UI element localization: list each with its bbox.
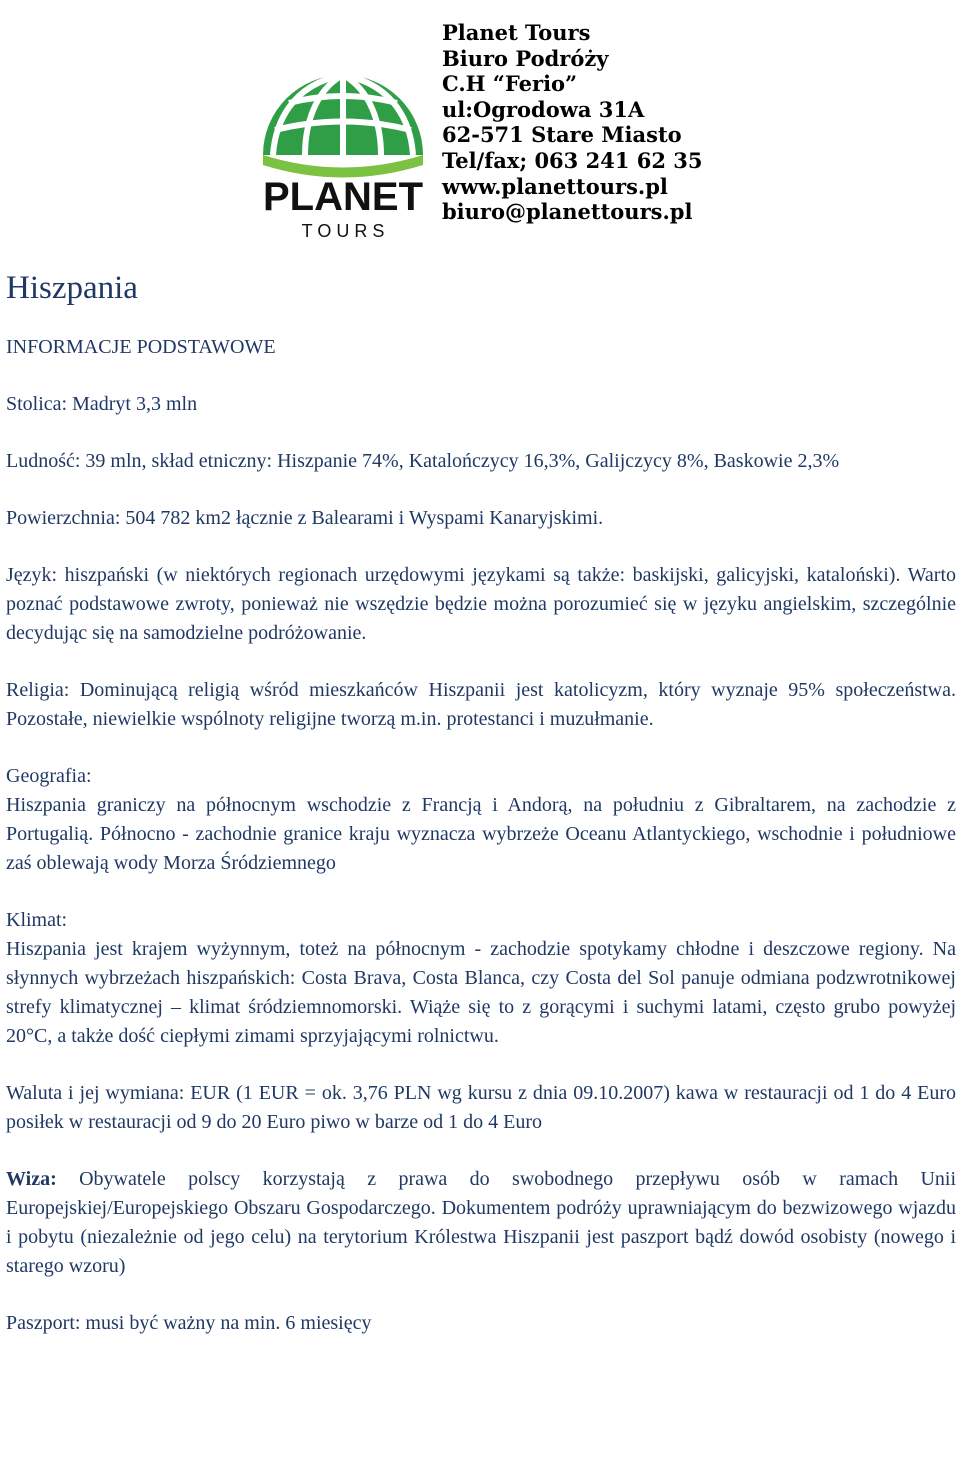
contact-phone: Tel/fax; 063 241 62 35 bbox=[442, 147, 703, 173]
section-heading: INFORMACJE PODSTAWOWE bbox=[6, 336, 276, 358]
contact-location: C.H “Ferio” bbox=[442, 71, 578, 97]
currency-paragraph: Waluta i jej wymiana: EUR (1 EUR = ok. 3,76 PLN wg kursu z dnia 09.10.2007) kawa w restauracji od 1 do 4 Euro posiłek w restauracji od 9 do 20 Euro piwo w barze od 1 do 4 Euro bbox=[6, 1082, 956, 1133]
contact-city: 62-571 Stare Miasto bbox=[442, 122, 682, 148]
passport-paragraph: Paszport: musi być ważny na min. 6 miesięcy bbox=[6, 1312, 372, 1334]
language-paragraph: Język: hiszpański (w niektórych regionach urzędowymi językami są także: baskijski, galicyjski, kataloński). Warto poznać podstawowe zwroty, ponieważ nie wszędzie będzie można porozumieć się w języku angielskim, szczególnie decydując się na samodzielne podróżowanie. bbox=[6, 564, 956, 644]
area-paragraph: Powierzchnia: 504 782 km2 łącznie z Balearami i Wyspami Kanaryjskimi. bbox=[6, 507, 604, 529]
contact-agency: Biuro Podróży bbox=[442, 45, 609, 71]
climate-label: Klimat: bbox=[6, 909, 68, 931]
visa-text: Obywatele polscy korzystają z prawa do swobodnego przepływu osób w ramach Unii Europejskiej/Europejskiego Obszaru Gospodarczego. Dokumentem podróży uprawniającym do bezwizowego wjazdu i pobytu (niezależnie od jego celu) na terytorium Królestwa Hiszpanii jest paszport bądź dowód osobisty (nowego i starego wzoru) bbox=[6, 1168, 956, 1277]
planet-tours-logo bbox=[255, 5, 430, 245]
climate-paragraph: Hiszpania jest krajem wyżynnym, toteż na północnym - zachodzie spotykamy chłodne i deszczowe regiony. Na słynnych wybrzeżach hiszpańskich: Costa Brava, Costa Blanca, czy Costa del Sol panuje odmiana podzwrotnikowej strefy klimatycznej – klimat śródziemnomorski. Wiąże się to z gorącymi i suchymi latami, często grubo powyżej 20°C, a także dość ciepłymi zimami sprzyjającymi rolnictwu. bbox=[6, 938, 956, 1047]
visa-label: Wiza: bbox=[6, 1168, 57, 1190]
letterhead bbox=[0, 0, 960, 250]
page-title: Hiszpania bbox=[6, 270, 138, 306]
logo-subtext: T O U R S bbox=[301, 221, 385, 241]
document-body bbox=[6, 268, 956, 1338]
logo-wordmark: PLANET bbox=[263, 175, 423, 219]
geography-paragraph: Hiszpania graniczy na północnym wschodzie z Francją i Andorą, na południu z Gibraltarem, na zachodzie z Portugalią. Północno - zachodnie granice kraju wyznacza wybrzeże Oceanu Atlantyckiego, wschodnie i południowe zaś oblewają wody Morza Śródziemnego bbox=[6, 794, 956, 874]
contact-company: Planet Tours bbox=[442, 20, 591, 45]
religion-paragraph: Religia: Dominującą religią wśród mieszkańców Hiszpanii jest katolicyzm, który wyznaje 95% społeczeństwa. Pozostałe, niewielkie wspólnoty religijne tworzą m.in. protestanci i muzułmanie. bbox=[6, 679, 956, 730]
capital-paragraph: Stolica: Madryt 3,3 mln bbox=[6, 393, 198, 415]
contact-block bbox=[442, 20, 703, 225]
visa-paragraph bbox=[6, 1165, 956, 1281]
contact-email[interactable]: biuro@planettours.pl bbox=[442, 199, 693, 225]
contact-website[interactable]: www.planettours.pl bbox=[442, 173, 668, 199]
geography-label: Geografia: bbox=[6, 765, 92, 787]
population-paragraph: Ludność: 39 mln, skład etniczny: Hiszpanie 74%, Katalończycy 16,3%, Galijczycy 8%, Baskowie 2,3% bbox=[6, 450, 840, 472]
contact-street: ul:Ogrodowa 31A bbox=[442, 96, 645, 122]
